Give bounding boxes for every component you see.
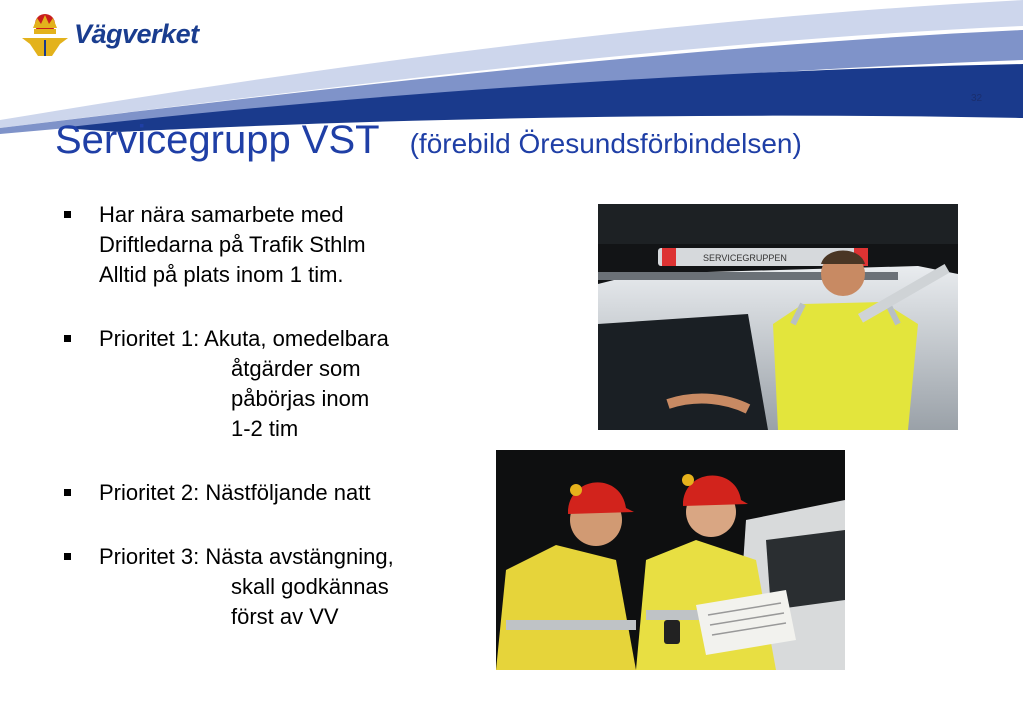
title-main: Servicegrupp VST [55,118,380,162]
bullet-line: 1-2 tim [231,416,299,441]
bullet-line: skall godkännas [231,574,389,599]
bullet-line: Har nära samarbete med [99,202,344,227]
logo-text: Vägverket [74,18,199,49]
bullet-line: åtgärder som [231,356,361,381]
slide-title [55,118,802,163]
bullet-line: Prioritet 1: Akuta, omedelbara [99,326,389,351]
bullet-marker [64,553,71,560]
page-number: 32 [971,93,983,104]
bullet-line: Prioritet 2: Nästföljande natt [99,480,371,505]
bullet-marker [64,211,71,218]
bullet-marker [64,489,71,496]
bullet-list [62,200,492,666]
vagverket-logo [20,10,199,58]
vehicle-sign-text: SERVICEGRUPPEN [703,253,787,263]
service-vehicle-photo [598,204,958,430]
bullet-line: Driftledarna på Trafik Sthlm [99,232,366,257]
bullet-item [62,478,492,508]
bullet-item [62,324,492,444]
bullet-line: Alltid på plats inom 1 tim. [99,262,344,287]
bullet-item [62,200,492,290]
bullet-line: påbörjas inom [231,386,370,411]
workers-photo [496,450,845,670]
bullet-marker [64,335,71,342]
title-sub: (förebild Öresundsförbindelsen) [409,128,802,159]
bullet-line: först av VV [231,604,339,629]
bullet-item [62,542,492,632]
crown-emblem-icon [20,10,70,58]
bullet-line: Prioritet 3: Nästa avstängning, [99,544,394,569]
